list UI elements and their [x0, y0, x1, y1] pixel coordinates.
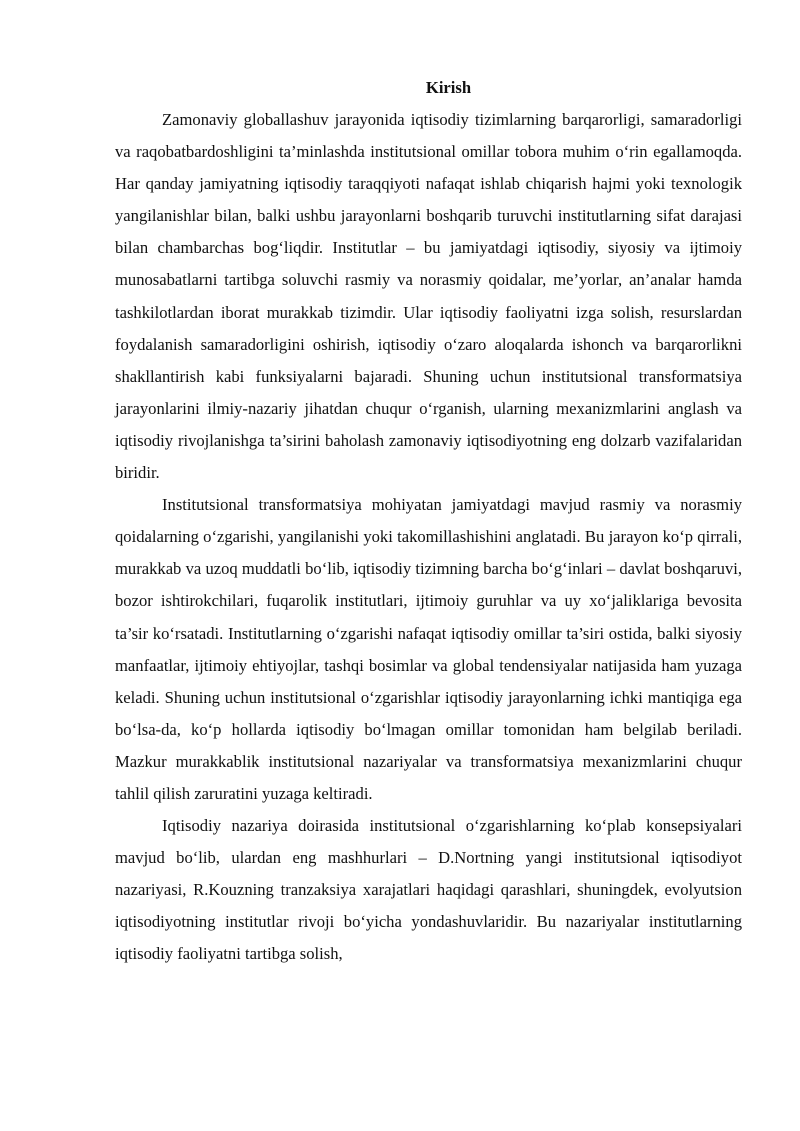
paragraph-2: Institutsional transformatsiya mohiyatan jamiyatdagi mavjud rasmiy va norasmiy qoidalarning o‘zgarishi, yangilanishi yoki takomillashishini anglatadi. Bu jarayon ko‘p qirrali, murakkab va uzoq muddatli bo‘lib, iqtisodiy tizimning barcha bo‘g‘inlari – davlat boshqaruvi, bozor ishtirokchilari, fuqarolik institutlari, ijtimoiy guruhlar va uy xo‘jaliklariga bevosita ta’sir ko‘rsatadi. Institutlarning o‘zgarishi nafaqat iqtisodiy omillar ta’siri ostida, balki siyosiy manfaatlar, ijtimoiy ehtiyojlar, tashqi bosimlar va global tendensiyalar natijasida ham yuzaga keladi. Shuning uchun institutsional o‘zgarishlar iqtisodiy jarayonlarning ichki mantiqiga ega bo‘lsa-da, ko‘p hollarda iqtisodiy bo‘lmagan omillar tomonidan ham belgilab beriladi. Mazkur murakkablik institutsional nazariyalar va transformatsiya mexanizmlarini chuqur tahlil qilish zaruratini yuzaga keltiradi. — [115, 495, 742, 803]
document-page — [115, 74, 742, 971]
paragraph-1: Zamonaviy globallashuv jarayonida iqtisodiy tizimlarning barqarorligi, samaradorligi va raqobatbardoshligini ta’minlashda institutsional omillar tobora muhim o‘rin egallamoqda. Har qanday jamiyatning iqtisodiy taraqqiyoti nafaqat ishlab chiqarish hajmi yoki texnologik yangilanishlar bilan, balki ushbu jarayonlarni boshqarib turuvchi institutlarning sifat darajasi bilan chambarchas bog‘liqdir. Institutlar – bu jamiyatdagi iqtisodiy, siyosiy va ijtimoiy munosabatlarni tartibga soluvchi rasmiy va norasmiy qoidalar, me’yorlar, an’analar hamda tashkilotlardan iborat murakkab tizimdir. Ular iqtisodiy faoliyatni izga solish, resurslardan foydalanish samaradorligini oshirish, iqtisodiy o‘zaro aloqalarda ishonch va barqarorlikni shakllantirish kabi funksiyalarni bajaradi. Shuning uchun institutsional transformatsiya jarayonlarini ilmiy-nazariy jihatdan chuqur o‘rganish, ularning mexanizmlarini anglash va iqtisodiy rivojlanishga ta’sirini baholash zamonaviy iqtisodiyotning eng dolzarb vazifalaridan biridir. — [115, 110, 742, 483]
paragraph-3: Iqtisodiy nazariya doirasida institutsional o‘zgarishlarning ko‘plab konsepsiyalari mavjud bo‘lib, ulardan eng mashhurlari – D.Nortning yangi institutsional iqtisodiyot nazariyasi, R.Kouzning tranzaksiya xarajatlari haqidagi qarashlari, shuningdek, evolyutsion iqtisodiyotning institutlar rivoji bo‘yicha yondashuvlaridir. Bu nazariyalar institutlarning iqtisodiy faoliyatni tartibga solish, — [115, 816, 742, 964]
document-title: Kirish — [425, 78, 472, 97]
